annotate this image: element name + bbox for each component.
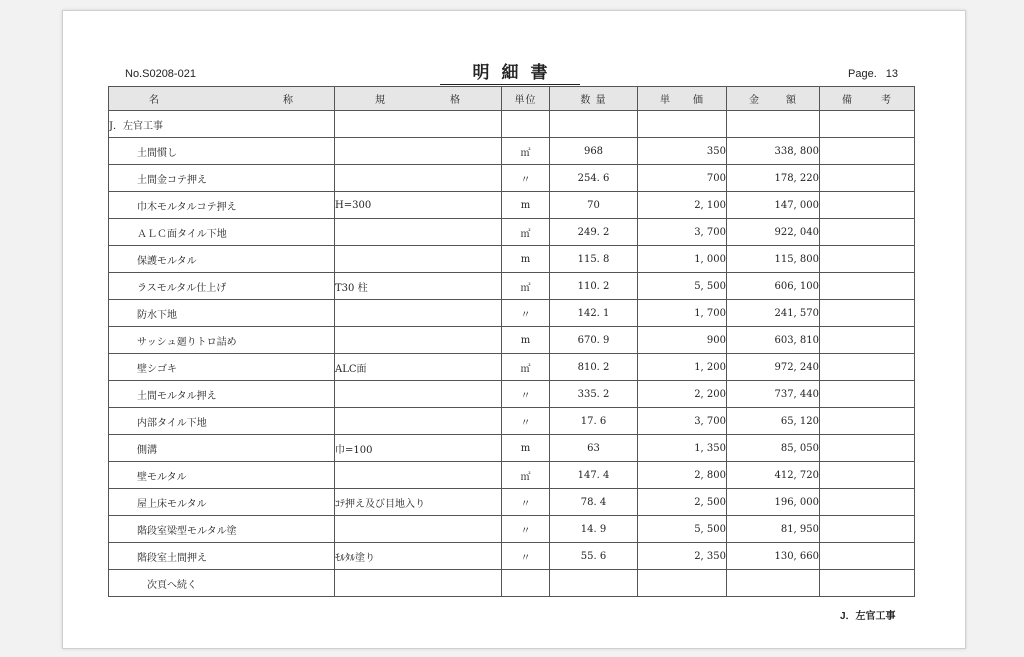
cell-amount: 338, 800 bbox=[727, 138, 820, 165]
cell-remarks bbox=[820, 246, 915, 273]
cell-price: 2, 200 bbox=[638, 381, 727, 408]
cell-remarks bbox=[820, 462, 915, 489]
cell-empty bbox=[550, 111, 638, 138]
cell-spec bbox=[335, 381, 502, 408]
cell-name: 屋上床モルタル bbox=[109, 489, 335, 516]
cell-name: サッシュ廻りトロ詰め bbox=[109, 327, 335, 354]
cell-amount: 85, 050 bbox=[727, 435, 820, 462]
cell-spec: ｺﾃ押え及び目地入り bbox=[335, 489, 502, 516]
cell-qty: 142. 1 bbox=[550, 300, 638, 327]
cell-price: 5, 500 bbox=[638, 273, 727, 300]
table-row bbox=[109, 192, 915, 219]
table-row bbox=[109, 435, 915, 462]
cell-unit: 〃 bbox=[502, 381, 550, 408]
header-remarks: 備 考 bbox=[820, 87, 915, 111]
table-row bbox=[109, 354, 915, 381]
cell-price: 900 bbox=[638, 327, 727, 354]
cell-spec: H=300 bbox=[335, 192, 502, 219]
continue-row bbox=[109, 570, 915, 597]
cell-unit: m bbox=[502, 246, 550, 273]
cell-unit: ㎡ bbox=[502, 273, 550, 300]
section-name: J．左官工事 bbox=[109, 111, 335, 138]
cell-spec bbox=[335, 219, 502, 246]
cell-qty: 110. 2 bbox=[550, 273, 638, 300]
cell-unit: 〃 bbox=[502, 489, 550, 516]
cell-remarks bbox=[820, 354, 915, 381]
section-row bbox=[109, 111, 915, 138]
cell-amount: 130, 660 bbox=[727, 543, 820, 570]
cell-name: 側溝 bbox=[109, 435, 335, 462]
table-row bbox=[109, 381, 915, 408]
cell-empty bbox=[550, 570, 638, 597]
table-row bbox=[109, 300, 915, 327]
cell-remarks bbox=[820, 219, 915, 246]
header-qty: 数 量 bbox=[550, 87, 638, 111]
cell-amount: 412, 720 bbox=[727, 462, 820, 489]
cell-qty: 810. 2 bbox=[550, 354, 638, 381]
cell-price: 1, 000 bbox=[638, 246, 727, 273]
cell-spec: 巾=100 bbox=[335, 435, 502, 462]
cell-remarks bbox=[820, 327, 915, 354]
cell-remarks bbox=[820, 435, 915, 462]
cell-unit: 〃 bbox=[502, 165, 550, 192]
cell-remarks bbox=[820, 408, 915, 435]
header-spec: 規 格 bbox=[335, 87, 502, 111]
cell-qty: 335. 2 bbox=[550, 381, 638, 408]
cell-price: 2, 800 bbox=[638, 462, 727, 489]
cell-price: 3, 700 bbox=[638, 219, 727, 246]
cell-spec bbox=[335, 327, 502, 354]
cell-name: 土間金コテ押え bbox=[109, 165, 335, 192]
cell-spec: ﾓﾙﾀﾙ塗り bbox=[335, 543, 502, 570]
cell-amount: 972, 240 bbox=[727, 354, 820, 381]
header-amount: 金 額 bbox=[727, 87, 820, 111]
table-row bbox=[109, 246, 915, 273]
cell-qty: 249. 2 bbox=[550, 219, 638, 246]
cell-unit: 〃 bbox=[502, 516, 550, 543]
cell-qty: 17. 6 bbox=[550, 408, 638, 435]
table-row bbox=[109, 489, 915, 516]
cell-unit: ㎡ bbox=[502, 354, 550, 381]
page-indicator bbox=[848, 68, 898, 80]
table-row bbox=[109, 462, 915, 489]
cell-name: 保護モルタル bbox=[109, 246, 335, 273]
cell-name: 内部タイル下地 bbox=[109, 408, 335, 435]
cell-unit: ㎡ bbox=[502, 138, 550, 165]
detail-table bbox=[108, 86, 915, 597]
cell-price: 3, 700 bbox=[638, 408, 727, 435]
cell-name: 土間モルタル押え bbox=[109, 381, 335, 408]
cell-remarks bbox=[820, 192, 915, 219]
table-row bbox=[109, 327, 915, 354]
cell-qty: 63 bbox=[550, 435, 638, 462]
cell-qty: 147. 4 bbox=[550, 462, 638, 489]
cell-name: 階段室土間押え bbox=[109, 543, 335, 570]
document-number: No.S0208-021 bbox=[125, 68, 196, 80]
continue-label: 次頁へ続く bbox=[109, 570, 335, 597]
cell-unit: m bbox=[502, 192, 550, 219]
table-row bbox=[109, 273, 915, 300]
cell-name: 壁シゴキ bbox=[109, 354, 335, 381]
cell-name: 巾木モルタルコテ押え bbox=[109, 192, 335, 219]
cell-qty: 968 bbox=[550, 138, 638, 165]
cell-unit: 〃 bbox=[502, 408, 550, 435]
page-label: Page. bbox=[848, 68, 877, 80]
cell-qty: 55. 6 bbox=[550, 543, 638, 570]
cell-amount: 606, 100 bbox=[727, 273, 820, 300]
cell-empty bbox=[335, 111, 502, 138]
cell-name: 壁モルタル bbox=[109, 462, 335, 489]
cell-name: 土間慣し bbox=[109, 138, 335, 165]
header-row bbox=[109, 87, 915, 111]
cell-price: 5, 500 bbox=[638, 516, 727, 543]
cell-remarks bbox=[820, 489, 915, 516]
cell-spec bbox=[335, 300, 502, 327]
header-name: 名 称 bbox=[109, 87, 335, 111]
cell-amount: 737, 440 bbox=[727, 381, 820, 408]
cell-name: 階段室梁型モルタル塗 bbox=[109, 516, 335, 543]
cell-empty bbox=[727, 570, 820, 597]
cell-spec bbox=[335, 462, 502, 489]
cell-empty bbox=[638, 111, 727, 138]
cell-name: 防水下地 bbox=[109, 300, 335, 327]
cell-empty bbox=[820, 111, 915, 138]
cell-spec bbox=[335, 165, 502, 192]
cell-empty bbox=[638, 570, 727, 597]
header-unit: 単位 bbox=[502, 87, 550, 111]
footer-section-label: J．左官工事 bbox=[840, 611, 896, 622]
header-price: 単 価 bbox=[638, 87, 727, 111]
cell-price: 2, 500 bbox=[638, 489, 727, 516]
cell-unit: m bbox=[502, 435, 550, 462]
table-row bbox=[109, 516, 915, 543]
table-row bbox=[109, 408, 915, 435]
cell-spec bbox=[335, 246, 502, 273]
table-row bbox=[109, 165, 915, 192]
cell-remarks bbox=[820, 138, 915, 165]
cell-unit: 〃 bbox=[502, 300, 550, 327]
table-row bbox=[109, 138, 915, 165]
table-row bbox=[109, 543, 915, 570]
cell-price: 700 bbox=[638, 165, 727, 192]
cell-amount: 922, 040 bbox=[727, 219, 820, 246]
cell-remarks bbox=[820, 516, 915, 543]
cell-empty bbox=[727, 111, 820, 138]
cell-unit: ㎡ bbox=[502, 462, 550, 489]
cell-unit: 〃 bbox=[502, 543, 550, 570]
cell-empty bbox=[502, 111, 550, 138]
cell-amount: 65, 120 bbox=[727, 408, 820, 435]
table-row bbox=[109, 219, 915, 246]
cell-spec bbox=[335, 138, 502, 165]
cell-remarks bbox=[820, 273, 915, 300]
cell-qty: 115. 8 bbox=[550, 246, 638, 273]
cell-amount: 81, 950 bbox=[727, 516, 820, 543]
cell-spec: T30 柱 bbox=[335, 273, 502, 300]
cell-unit: m bbox=[502, 327, 550, 354]
cell-amount: 241, 570 bbox=[727, 300, 820, 327]
cell-spec bbox=[335, 516, 502, 543]
cell-qty: 254. 6 bbox=[550, 165, 638, 192]
cell-remarks bbox=[820, 543, 915, 570]
cell-remarks bbox=[820, 381, 915, 408]
cell-amount: 178, 220 bbox=[727, 165, 820, 192]
cell-price: 1, 700 bbox=[638, 300, 727, 327]
cell-qty: 70 bbox=[550, 192, 638, 219]
cell-spec bbox=[335, 408, 502, 435]
cell-amount: 196, 000 bbox=[727, 489, 820, 516]
page-number: 13 bbox=[885, 68, 898, 80]
cell-empty bbox=[820, 570, 915, 597]
cell-qty: 78. 4 bbox=[550, 489, 638, 516]
cell-amount: 115, 800 bbox=[727, 246, 820, 273]
cell-price: 1, 200 bbox=[638, 354, 727, 381]
document-title: 明細書 bbox=[440, 58, 580, 85]
cell-remarks bbox=[820, 165, 915, 192]
cell-amount: 147, 000 bbox=[727, 192, 820, 219]
cell-name: ＡＬＣ面タイル下地 bbox=[109, 219, 335, 246]
cell-qty: 14. 9 bbox=[550, 516, 638, 543]
cell-empty bbox=[335, 570, 502, 597]
cell-remarks bbox=[820, 300, 915, 327]
cell-empty bbox=[502, 570, 550, 597]
cell-unit: ㎡ bbox=[502, 219, 550, 246]
cell-price: 2, 100 bbox=[638, 192, 727, 219]
cell-price: 2, 350 bbox=[638, 543, 727, 570]
cell-price: 1, 350 bbox=[638, 435, 727, 462]
cell-amount: 603, 810 bbox=[727, 327, 820, 354]
cell-price: 350 bbox=[638, 138, 727, 165]
cell-spec: ALC面 bbox=[335, 354, 502, 381]
cell-name: ラスモルタル仕上げ bbox=[109, 273, 335, 300]
cell-qty: 670. 9 bbox=[550, 327, 638, 354]
